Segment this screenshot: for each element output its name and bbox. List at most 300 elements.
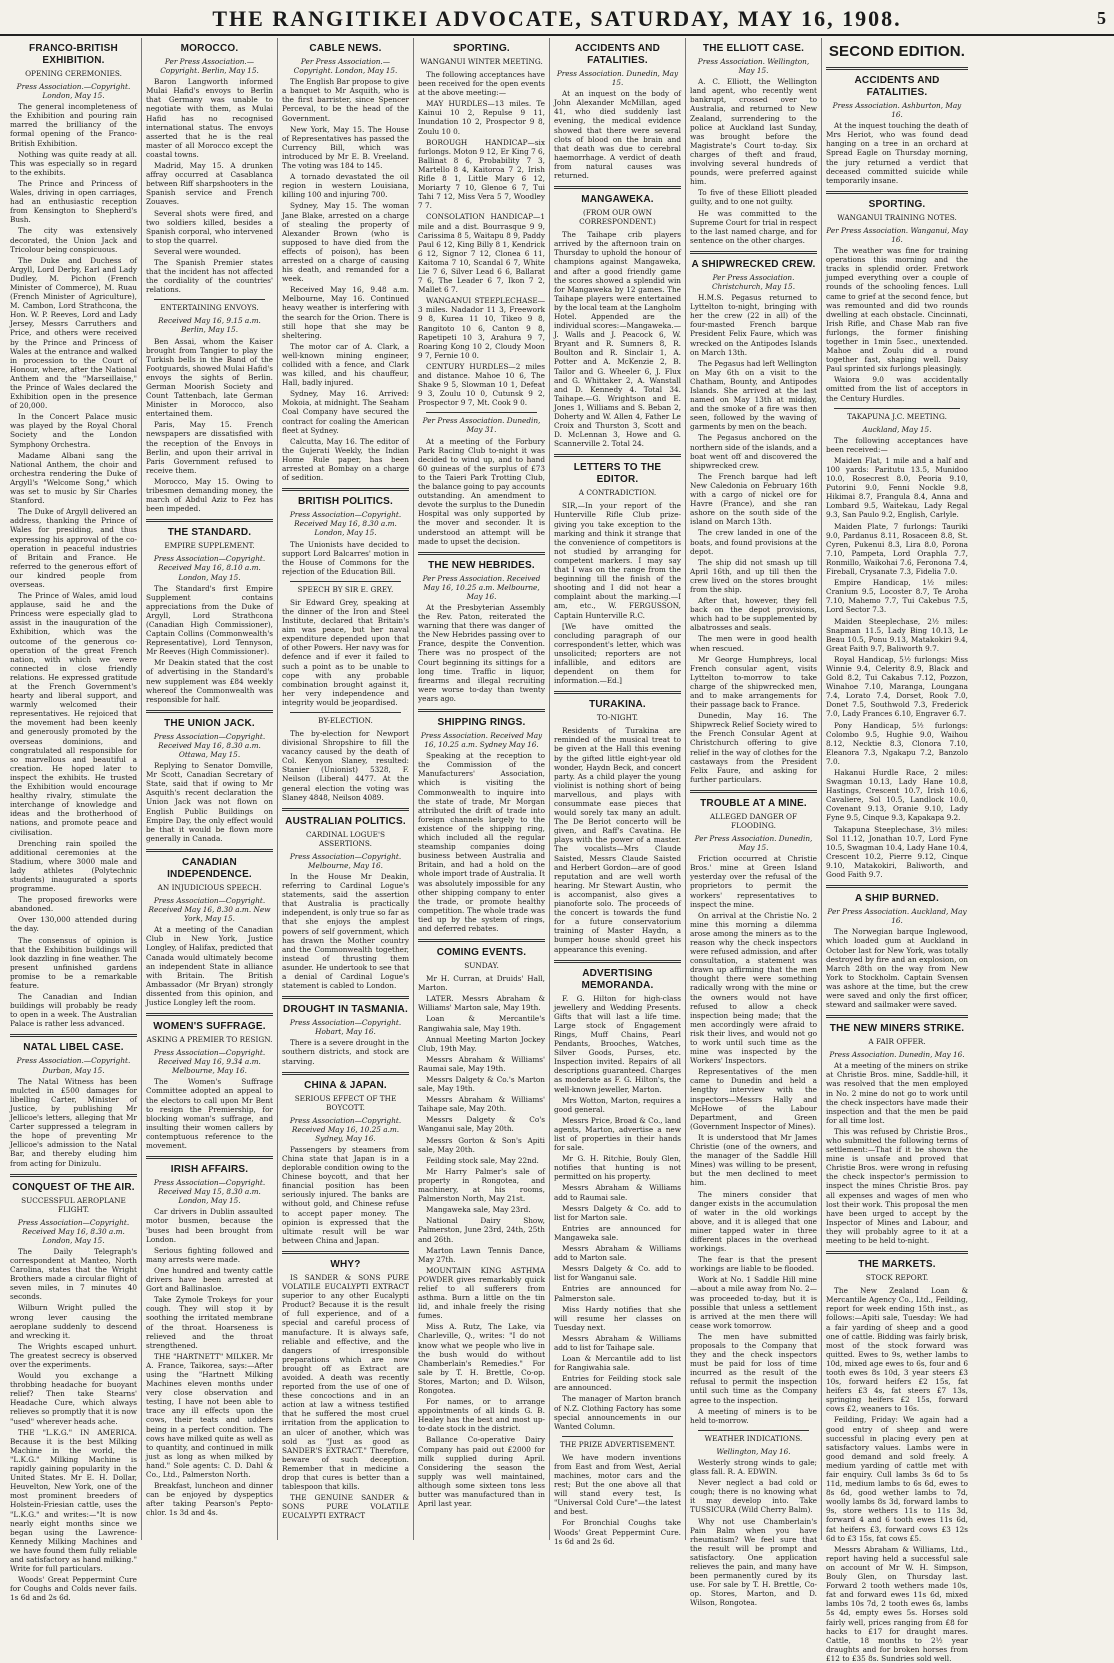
article-paragraph: The English Bar propose to give a banquet to Mr Asquith, who is the first barrister, since Spencer Perceval, to be the head of the Government. bbox=[282, 77, 409, 123]
article bbox=[826, 191, 968, 403]
article-paragraph: The Duke of Argyll delivered an address, thanking the Prince of Wales for presiding, and thus expressing his approval of the co-operation in peaceful industries of Britain and France. He referred to the generous effort of our kindred people from overseas. bbox=[10, 507, 137, 589]
article-subheading: ALLEGED DANGER OF FLOODING. bbox=[709, 811, 798, 830]
article-divider bbox=[146, 710, 273, 713]
article-paragraph: Hakanui Hurdle Race, 2 miles: Swagman 10.13, Lady Hane 10.8, Hastings, Crescent 10.7, Irish 10.6, Cavaliere, Sol 10.5, Landlock 10.0, Covenant 9.13, Oranie 9.10, Lady Fyne 9.5, Cinque 9.3, Kapakapa 9.2. bbox=[826, 768, 968, 823]
article bbox=[826, 67, 968, 185]
article-paragraph: The Wrights escaped unhurt. The greatest secrecy is observed over the experiments. bbox=[10, 1341, 137, 1369]
article-paragraph: Messrs Abraham & Williams add to list for Taihape sale. bbox=[554, 1333, 681, 1352]
article-paragraph: The weather was fine for training operations this morning and the tracks in splendid order. Fretwork jumped everything over a couple of rounds of the schooling fences. Lull came to grief at the second fence, but was remounted and did two rounds dwelling at each obstacle. Cincinnati, Irish Rifle, and Chase Mab ran five furlongs, the former finishing together in 1min 5sec., unextended. Mahoe and Zoulu did a round together fast, shaping well. Daisy Paul sprinted six furlongs pleasingly. bbox=[826, 246, 968, 374]
article-paragraph: The manager of Marton branch of N.Z. Clothing Factory has some special announcements in our Wanted Column. bbox=[554, 1394, 681, 1431]
article bbox=[690, 1430, 817, 1608]
article-paragraph: SIR,—In your report of the Hunterville Rifle Club prize-giving you take exception to the marking and think it strange that the convenience of competitors is not studied by arranging for competent markers. I may say that I was on the range from the beginning till the finish of the shooting and I did not hear a complaint about the marking.—I am, etc., W. FERGUSSON, Captain Hunterville R.C. bbox=[554, 501, 681, 620]
article-paragraph: He was committed to the Supreme Court for trial in respect to the last named charge, and for sentence on the other charges. bbox=[690, 208, 817, 245]
article-paragraph: Entries are announced for Mangaweka sale. bbox=[554, 1223, 681, 1242]
article-subheading: SERIOUS EFFECT OF THE BOYCOTT. bbox=[294, 1093, 397, 1112]
article-paragraph: The proposed fireworks were abandoned. bbox=[10, 895, 137, 914]
article-subheading: EMPIRE SUPPLEMENT. bbox=[164, 541, 255, 551]
article-dateline: Per Press Association.—Copyright. London, May 15. bbox=[293, 57, 398, 76]
article-paragraph: The Taihape crib players arrived by the afternoon train on Thursday to uphold the honour of champions against Mangaweka, and after a good friendly game the scores showed a splendid win for Mangaweka by 12 games. The Taihape players were entertained by the local team at the Langholm Hotel. Appended are the individual scores:—Mangaweka.—J. Walls and J. Peacock 6, W. Bryant and R. Sumners 8, R. Boulton and R. Sinclair 1, A. Potter and A. McKenzie 2, B. Tailor and G. Wheeler 6, J. Flux and G. Whittaker 2, A. Wanstall and D. Kennedy 4. Total 34. Taihape.—G. Wrightson and E. Jones 1, Williams and S. Beban 2, Doherty and W. Allen 4, Father Le Croix and Thurston 3, Scott and D. McLennan 3, Howe and G. Scannerville 2. Total 24. bbox=[554, 230, 681, 449]
article-subheading: THE PRIZE ADVERTISEMENT. bbox=[559, 1439, 676, 1449]
article-paragraph: [We have omitted the concluding paragraph of our correspondent's letter, which was unsolicited; reporters are not infallible, and editors are dependent on them for information.—Ed.] bbox=[554, 621, 681, 686]
article-paragraph: New York, May 15. The House of Representatives has passed the Currency Bill, which was introduced by Mr E. B. Vreeland. The voting was 184 to 145. bbox=[282, 124, 409, 171]
article-paragraph: Breakfast, luncheon and dinner can be enjoyed by dyspeptics after taking Pearson's Pepto-chlor. 1s 3d and 4s. bbox=[146, 1481, 273, 1518]
article-paragraph: The following acceptances have been received:— bbox=[826, 435, 968, 454]
article-paragraph: H.M.S. Pegasus returned to Lyttelton to-night, bringing with her the crew (22 in all) of the four-masted French barque President Felix Faure, which was wrecked on the Antipodes Islands on March 13th. bbox=[690, 293, 817, 357]
article-paragraph: Woods' Great Peppermint Cure for Coughs and Colds never fails. 1s 6d and 2s 6d. bbox=[10, 1575, 137, 1603]
article-paragraph: Loan & Mercantile add to list for Rangiwahia sale. bbox=[554, 1354, 681, 1373]
article-paragraph: The motor car of A. Clark, a well-known mining engineer, collided with a fence, and Clark was killed, and his chauffeur, Hall, badly injured. bbox=[282, 341, 409, 388]
article-headline: IRISH AFFAIRS. bbox=[170, 1164, 249, 1176]
article-divider bbox=[826, 191, 968, 194]
article-paragraph: Ben Assai, whom the Kaiser brought from Tangier to play the Turkish bells in the Band of the Footguards, showed Mulai Hafid's envoys the sights of Berlin. German Moorish Society and Count Tattenbach, late German Minister in Morocco, also entertained them. bbox=[146, 336, 273, 419]
article-paragraph: Mr George Humphreys, local French consular agent, visits Lyttelton to-morrow to take charge of the shipwrecked men, and to make arrangements for their passage back to France. bbox=[690, 654, 817, 710]
article bbox=[554, 691, 681, 953]
article-divider bbox=[690, 251, 817, 254]
article bbox=[554, 1436, 681, 1546]
article-paragraph: On arrival at the Christie No. 2 mine this morning a dilemma arose among the miners as to the reason why the check inspectors were refused admission, and after consultation, a statement was drawn up affirming that the men thought there were something radically wrong with the mine or the owners would not have refused to allow a check inspection being made; that the men accordingly were afraid to risk their lives, and would not go to work until such time as the mine was inspected by the Workers' Inspectors. bbox=[690, 910, 817, 1066]
page-number: 5 bbox=[1097, 8, 1106, 28]
article-paragraph: Sydney, May 16. Arrived: Mokoia, at midnight. The Seaham Coal Company have secured the contract for coaling the American fleet at Sydney. bbox=[282, 389, 409, 435]
article-paragraph: Miss A. Rutz, The Lake, via Charleville, Q., writes: "I do not know what we people who live in the bush would do without Chamberlain's Remedies." For sale by T. H. Brettle, Co-op. Stores, Marton; and D. Wilson, Rongotea. bbox=[418, 1322, 545, 1395]
article-dateline: Press Association—Copyright. Received May 16, 8.30 a.m. London, May 15. bbox=[289, 510, 402, 538]
article-paragraph: The men have submitted proposals to the Company that they and the check inspectors must be paid for loss of time incurred as the result of the refusal to permit the inspection until such time as the Company agree to the inspection. bbox=[690, 1331, 817, 1405]
article-paragraph: Serious fighting followed and many arrests were made. bbox=[146, 1245, 273, 1264]
article-paragraph: The Standard's first Empire Supplement contains appreciations from the Duke of Argyll, Lord Strathcona (Canadian High Commissioner), Captain Collins (Commonwealth's Representative), Lord Tennyson, Mr Reeves (High Commissioner). bbox=[146, 583, 273, 657]
article-paragraph: Messrs Price, Broad & Co., land agents, Marton, advertise a new list of properties in their hands for sale. bbox=[554, 1115, 681, 1153]
section-rule bbox=[154, 299, 265, 300]
article-paragraph: There is a severe drought in the southern districts, and stock are starving. bbox=[282, 1038, 409, 1066]
article-paragraph: Maiden Plate, 7 furlongs: Tauriki 9.0, Pardanus 8.11, Rosaceen 8.8, St. Cyren, Pukenui 8.3, Lira 8.0, Porona 7.10, Pampeta, Lord Oraphla 7.7, Ronmillo, Waikohai 7.6, Feronona 7.4, Fireball, Crysanate 7.3, Fidelia 7.0. bbox=[826, 521, 968, 577]
article-headline: A SHIP BURNED. bbox=[855, 893, 939, 905]
article-dateline: Press Association—Copyright. Received May 15, 8.30 a.m. London, May 15. bbox=[153, 1178, 266, 1206]
article bbox=[826, 1015, 968, 1245]
article-subheading: A FAIR OFFER. bbox=[868, 1037, 926, 1047]
article-paragraph: Speaking at the reception to the Commission of the Manufacturers' Association, which is visiting the Commonwealth to inquire into the state of trade, Mr Morgan attributed the drift of trade into foreign channels largely to the existence of the shipping ring, which included all the regular steamship companies doing business between Australia and Britain, and had a hold on the whole import trade of Australia. It was absolutely impossible for any other shipping company to enter the trade, or promote healthy competition. The whole trade was tied up by the system of rings, and deferred rebates. bbox=[418, 751, 545, 933]
article-divider bbox=[418, 552, 545, 555]
article-paragraph: Pony Handicap, 5½ furlongs: Colombo 9.5, Hughie 9.0, Waihou 8.12, Necktie 8.3, Clonora 7.10, Eleanora 7.3, Ngakapu 7.2, Banzolo 7.0. bbox=[826, 720, 968, 766]
article-dateline: Press Association—Copyright. Received May 16, 9.34 a.m. Melbourne, May 16. bbox=[153, 1048, 266, 1076]
article bbox=[282, 996, 409, 1065]
article-paragraph: Why not use Chamberlain's Pain Balm when you have rheumatism? We feel sure that the result will be prompt and satisfactory. One application relieves the pain, and many have been permanently cured by its use. For sale by T. H. Brettle, Co-op. Stores, Marton, and D. Wilson, Rongotea. bbox=[690, 1516, 817, 1608]
article-dateline: Received May 16, 9.15 a.m. Berlin, May 15. bbox=[158, 316, 261, 335]
article-divider bbox=[418, 709, 545, 712]
article-paragraph: Mr Harry Palmer's sale of property in Rongotea, and machinery, at his rooms, Palmerston North, May 21st. bbox=[418, 1166, 545, 1204]
article-paragraph: We have modern inventions from East and from West, Aerial machines, motor cars and the rest; But the one above all that will stand every test, Is "Universal Cold Cure"—the latest and best. bbox=[554, 1452, 681, 1517]
article bbox=[146, 1013, 273, 1150]
article-subheading: WANGANUI WINTER MEETING. bbox=[420, 57, 543, 66]
article-subheading: SUNDAY. bbox=[464, 961, 499, 971]
article-dateline: Press Association. Dunedin, May 15. bbox=[556, 69, 679, 88]
article-paragraph: Messrs Dalgety & Co. add to list for Marton sale. bbox=[554, 1203, 681, 1222]
article-paragraph: The city was extensively decorated, the Union Jack and Tricolour being conspicuous. bbox=[10, 226, 137, 254]
article bbox=[282, 1251, 409, 1521]
article-divider bbox=[554, 454, 681, 457]
section-rule bbox=[426, 412, 537, 413]
article bbox=[146, 43, 273, 294]
article-paragraph: The miners consider that danger exists in the accumulation of water in the old workings above, and it is alleged that one miner tapped water in three different places in the overhead workings. bbox=[690, 1189, 817, 1254]
article-dateline: Per Press Association.—Copyright. Berlin, May 15. bbox=[160, 57, 259, 76]
article bbox=[282, 1072, 409, 1245]
article-paragraph: Mangaweka sale, May 23rd. bbox=[426, 1205, 531, 1215]
article-dateline: Press Association—Copyright. Received May 16, 8.10 a.m. London, May 15. bbox=[153, 554, 266, 582]
article-paragraph: The Canadian and Indian buildings will probably be ready to open in a week. The Australian Palace is rather less advanced. bbox=[10, 992, 137, 1029]
article-paragraph: The men were in good health when rescued. bbox=[690, 634, 817, 653]
article-paragraph: Sydney, May 15. The woman Jane Blake, arrested on a charge of stealing the property of Alexander Brown (who is supposed to have died from the effects of poison), has been arrested on a charge of causing his death, and remanded for a week. bbox=[282, 201, 409, 284]
article-paragraph: Nothing was quite ready at all. This was especially so in regard to the exhibits. bbox=[10, 149, 137, 177]
article-divider bbox=[146, 519, 273, 522]
article-paragraph: The following acceptances have been received for the open events at the above meeting:— bbox=[418, 70, 545, 98]
article-paragraph: F. G. Hilton for high-class jewellery and Wedding Presents. Gifts that will last a life time. Large stock of Engagement Rings, Muff Chains, Pearl Pendants, Brooches, Watches, Silver Goods, Purses, etc. Inspection invited. Repairs of all descriptions guaranteed. Charges as moderate as F. G. Hilton's, the well-known jeweller, Marton. bbox=[554, 993, 681, 1094]
masthead bbox=[0, 0, 1114, 36]
article bbox=[690, 790, 817, 1425]
article-paragraph: Entries are announced for Palmerston sale. bbox=[554, 1284, 681, 1303]
section-rule bbox=[290, 712, 401, 713]
article-dateline: Per Press Association. Dunedin, May 15. bbox=[694, 833, 813, 853]
article bbox=[826, 885, 968, 1009]
article-paragraph: The Daily Telegraph's correspondent at Manteo, North Carolina, states that the Wright Brothers made a circular flight of seven miles, in 7 minutes 40 seconds. bbox=[10, 1246, 137, 1302]
article-headline: MOROCCO. bbox=[180, 43, 239, 54]
article-paragraph: The crew landed in one of the boats, and found provisions at the depot. bbox=[690, 528, 817, 556]
article-paragraph: LATER. Messrs Abraham & Williams' Marton sale, May 19th. bbox=[418, 994, 545, 1013]
article-paragraph: This was refused by Christie Bros., who submitted the following terms of settlement:—That if it be shown the mine is unsafe and proved that Christie Bros. were wrong in refusing the check inspector's permission to inspect the mines Christie Bros. pay all expenses and wages of men who lost their work. This proposal the men have been urged to accept by the Inspector of Mines and Labour, and they will probably agree to it at a meeting to be held to-night. bbox=[826, 1126, 968, 1246]
article-divider bbox=[826, 67, 968, 70]
article-headline: ACCIDENTS AND FATALITIES. bbox=[854, 75, 940, 98]
article-headline: CONQUEST OF THE AIR. bbox=[12, 1181, 135, 1193]
column-2 bbox=[142, 38, 278, 1540]
article-headline: THE UNION JACK. bbox=[164, 717, 255, 729]
article-subheading: AN INJUDICIOUS SPEECH. bbox=[157, 882, 262, 892]
article-subheading: OPENING CEREMONIES. bbox=[25, 69, 122, 78]
article bbox=[282, 488, 409, 576]
article-paragraph: One hundred and twenty cattle drivers have been arrested at Gort and Ballinasloe. bbox=[146, 1265, 273, 1294]
article-dateline: Press Association.—Copyright. Durban, May 15. bbox=[16, 1056, 131, 1075]
article-dateline: Press Association—Copyright. Received May 16, 8.30 a.m. London, May 15. bbox=[17, 1217, 130, 1245]
article bbox=[826, 408, 968, 880]
article-divider bbox=[146, 849, 273, 852]
article-subheading: WEATHER INDICATIONS. bbox=[704, 1433, 803, 1443]
article-subheading: SUCCESSFUL AEROPLANE FLIGHT. bbox=[21, 1195, 126, 1214]
article-paragraph: Feilding stock sale, May 22nd. bbox=[426, 1155, 539, 1165]
article-headline: CABLE NEWS. bbox=[309, 43, 382, 54]
article-paragraph: Maiden Flat, 1 mile and a half and 100 yards: Paritutu 13.5, Munidoo 10.0, Rosecrest 8.0, Peoria 9.10, Putorini 9.0, Fenni Nockle 9.8, Hikimai 8.7, Frangula 8.4, Anna and Lombard 9.5, Waitekau, Lady Regal 9.3, San Paulo 9.2, English, Carlyle. bbox=[826, 455, 968, 520]
article-paragraph: THE "HARTNETT" MILKER. Mr A. France, Taikorea, says:—After using the "Hartnett Milking Machines eleven months under very close observation and testing, I have not been able to trace any ill effects upon the cows, their teats and udders being in a perfect condition. The cows have milked quite as well as to quantity, and continued in milk just as long as when milked by hand." Sole agents: C. D. Dahl & Co., Ltd., Palmerston North. bbox=[146, 1351, 273, 1479]
section-rule bbox=[290, 581, 401, 582]
article-headline: THE ELLIOTT CASE. bbox=[702, 43, 805, 54]
article bbox=[146, 1156, 273, 1517]
article-subheading: TO-NIGHT. bbox=[596, 713, 639, 723]
article-paragraph: Received May 16, 9.48 a.m. Melbourne, May 16. Continued heavy weather is interfering with the search for the Orion. There is still hope that she may be sheltering. bbox=[282, 285, 409, 340]
article-paragraph: For names, or to arrange appointments of all kinds G. B. Healey has the best and most up-to-date stock in the district. bbox=[418, 1397, 545, 1434]
article bbox=[690, 251, 817, 784]
newspaper-columns bbox=[6, 38, 1108, 1663]
article-paragraph: At a meeting of the miners on strike at Christie Bros. mine, Saddle-hill, it was resolved that the men employed in No. 2 mine do not go to work until the check inspectors have made their inspection and that the men be paid for all time lost. bbox=[826, 1061, 968, 1125]
article-paragraph: For Bronchial Coughs take Woods' Great Peppermint Cure. 1s 6d and 2s 6d. bbox=[554, 1518, 681, 1546]
article-paragraph: THE "L.K.G." IN AMERICA. Because it is the best Milking Machine in the world, the "L.K.G." Milking Machine is rapidly gaining popularity in the United States. Mr E. H. Dollar, Heuvelton, New York, one of the most prominent breeders of Holstein-Friesian cattle, uses the "L.K.G." and writes:—"It is now nearly eight months since we began using the Lawrence-Kennedy Milking Machines and we have found them fully reliable and satisfactory as hand milking." Write for full particulars. bbox=[10, 1427, 137, 1574]
article bbox=[146, 710, 273, 843]
column-4 bbox=[414, 38, 550, 1540]
article-subheading: WANGANUI TRAINING NOTES. bbox=[837, 212, 957, 222]
article-dateline: Per Press Association. Dunedin, May 31. bbox=[422, 416, 541, 435]
article-paragraph: Several were wounded. bbox=[154, 246, 241, 256]
article-paragraph: The Women's Suffrage Committee adopted an appeal to the electors to call upon Mr Bent to resign the Premiership, for blocking woman's suffrage, and insulting their women callers by contemptuous reference to the movement. bbox=[146, 1077, 273, 1150]
article-subheading: ENTERTAINING ENVOYS. bbox=[160, 303, 259, 313]
article bbox=[146, 849, 273, 1007]
article-headline: ADVERTISING MEMORANDA. bbox=[581, 967, 654, 991]
article-dateline: Per Press Association. Auckland, May 16. bbox=[827, 907, 967, 926]
section-rule bbox=[562, 1436, 673, 1437]
article-paragraph: Mr G. H. Ritchie, Bouly Glen, notifies that hunting is not permitted on his property. bbox=[554, 1154, 681, 1182]
article-paragraph: Maiden Steeplechase, 2½ miles: Snapman 11.5, Lady Bing 10.13, Le Beau 10.5, Ponu 9.13, Matakokiri 9.4, Great Faith 9.7, Baliworth 9.7. bbox=[826, 616, 968, 653]
article-paragraph: Over 130,000 attended during the day. bbox=[10, 915, 137, 934]
article-paragraph: Royal Handicap, 5½ furlongs: Miss Winnie 9.4, Celerity 8.9, Black and Gold 8.2, Tui Cakabus 7.12, Pozzon, Winahoe 7.10, Maranga, Loungana 7.4, Lorato 7.4, Dorset, Rook 7.0, Donet 7.5, Southwold 7.3, Frederick 7.0, Lady Frances 6.10, Engraver 6.7. bbox=[826, 654, 968, 719]
article-paragraph: A tornado devastated the oil region in western Louisiana, killing 100 and injuring 700. bbox=[282, 172, 409, 200]
article-paragraph: Annual Meeting Marton Jockey Club, 19th May. bbox=[418, 1034, 545, 1053]
article-paragraph: Empire Handicap, 1½ miles: Cranium 9.5, Locoster 8.7, Te Aroha 7.10, Mahemo 7.7, Tui Cakebus 7.5, Lord Sector 7.3. bbox=[826, 578, 968, 615]
article-paragraph: Passengers by steamers from China state that Japan is in a deplorable condition owing to the Chinese boycott, and that her financial position has been seriously injured. The banks are without gold, and Chinese refuse to accept paper money. The opinion is expressed that the ultimate result will be war between China and Japan. bbox=[282, 1144, 409, 1245]
article-headline: SPORTING. bbox=[453, 43, 510, 54]
article bbox=[282, 43, 409, 482]
article-subheading: SPEECH BY SIR E. GREY. bbox=[297, 584, 394, 594]
article-paragraph: IS SANDER & SONS PURE VOLATILE EUCALYPTI EXTRACT superior to any other Eucalypti Product? Because it is the result of full experience, and of a special and careful process of manufacture. It is always safe, reliable and effective, and the dangers of irresponsible preparations which are now brought off as Extract are avoided. A death was recently reported from the use of one of these concoctions and in an action at law a witness testified that he suffered the most cruel irritation from the application to an ulcer of another, which was sold as "Just as good as SANDER'S EXTRACT." Therefore, beware of such deception. Remember that in medicine a drop that cures is better than a tablespoon that kills. bbox=[282, 1272, 409, 1492]
article-paragraph: The Pegasus had left Wellington on May 6th on a visit to the Chatham, Bounty, and Antipodes Islands. She arrived at the last named on May 13th at midday, and the smoke of a fire was then seen, followed by the waving of garments by men on the beach. bbox=[690, 358, 817, 432]
article-paragraph: Mrs Wotton, Marton, requires a good general. bbox=[554, 1095, 681, 1114]
article-paragraph: Drenching rain spoiled the additional ceremonies at the Stadium, where 3000 male and lady athletes (Polytechnic students) inaugurated a sports programme. bbox=[10, 838, 137, 894]
article-headline: AUSTRALIAN POLITICS. bbox=[285, 815, 406, 827]
article-paragraph: Residents of Turakina are reminded of the musical treat to be given at the Hall this evening by the gifted little eight-year old wonder, Haydn Beck, and concert party. As a child player the young violinist is nothing short of being marvellous, and plays with consummate ease pieces that would sorely tax many an adult. The De Beriot concerto will be given, and Raff's Cavatina. He plays with the power of a master. The vocalists—Mrs Claude Saisted, Messrs Claude Saisted and Herbert Gordon—are of good reputation and are well worth hearing. Mr Stewart Austin, who is accompanist, also gives a pianoforte solo. The proceeds of the concert is towards the fund for a future conservatorium training of Master Haydn, a bumper house should greet his appearance this evening. bbox=[554, 726, 681, 954]
article-paragraph: Calcutta, May 16. The editor of the Gujerati Weekly, the Indian Home Rule paper, has been arrested at Bombay on a charge of sedition. bbox=[282, 436, 409, 483]
article-paragraph: The Duke and Duchess of Argyll, Lord Derby, Earl and Lady Dudley, M. Pichon (French Minister of Commerce), M. Ruau (French Minister of Agriculture), M. Cambon, Lord Strathcona, the Hon. W. P. Reeves, Lord and Lady Jersey, Messrs Carruthers and Price, and others were received by the Prince and Princess of Wales at the entrance and walked in procession to the Court of Honour, where, after the National Anthem and the "Marseillaise," the Prince of Wales declared the Exhibition open in the presence of 20,000. bbox=[10, 255, 137, 411]
article-headline: FRANCO-BRITISH EXHIBITION. bbox=[29, 43, 118, 66]
article-dateline: Press Association—Copyright. Hobart, May 16. bbox=[289, 1018, 402, 1037]
article-paragraph: Takapuna Steeplechase, 3½ miles: Sol 11.12, Jonathan 10.7, Lord Fyne 10.5, Swagman 10.4, Lady Hane 10.4, Crescent 10.2, Pierre 9.12, Cinque 9.10, Matakokiri, Baliworth, and Good Faith 9.7. bbox=[826, 824, 968, 880]
article bbox=[554, 186, 681, 448]
article-paragraph: It is understood that Mr James Christie (one of the owners, and the manager of the Saddle Hill Mines) was willing to be present, but the men declined to meet him. bbox=[690, 1132, 817, 1188]
article-dateline: Wellington, May 16. bbox=[716, 1446, 791, 1456]
article-headline: DROUGHT IN TASMANIA. bbox=[283, 1004, 408, 1016]
article-headline: NATAL LIBEL CASE. bbox=[23, 1042, 124, 1054]
article-divider bbox=[826, 1251, 968, 1254]
article-paragraph: The general incompleteness of the Exhibition and pouring rain marred the brilliancy of the formal opening of the Franco-British Exhibition. bbox=[10, 102, 137, 148]
article-paragraph: The ship did not smash up till April 16th, and up till then the crew lived on the stores brought from the ship. bbox=[690, 557, 817, 594]
article-paragraph: The Natal Witness has been mulcted in £500 damages for libelling Carter, Minister of Justice, by publishing Mr Jellicoe's letters, alleging that Mr Carter suppressed a telegram in the hope of preventing Mr Jellicoe's admission to the Natal Bar, and thereby eluding him from acting for Dinizulu. bbox=[10, 1076, 137, 1168]
article bbox=[826, 43, 968, 61]
article-subheading: STOCK REPORT. bbox=[865, 1273, 929, 1283]
article-paragraph: Several shots were fired, and two soldiers killed, besides a Spanish corporal, who intervened to stop the quarrel. bbox=[146, 208, 273, 245]
article-headline: MANGAWEKA. bbox=[581, 194, 654, 206]
article-paragraph: Replying to Senator Domville, Mr Scott, Canadian Secretary of State, said that if owing to Mr Asquith's recent declaration the Union Jack was not flown on English Public Buildings on Empire Day, the only effect would be that it would be flown more generally in Canada. bbox=[146, 761, 273, 843]
article-paragraph: Westerly strong winds to gale; glass fall. R. A. EDWIN. bbox=[690, 1457, 817, 1477]
article-paragraph: In the Concert Palace music was played by the Royal Choral Society and the London Symphony Orchestra. bbox=[10, 412, 137, 449]
article-headline: TROUBLE AT A MINE. bbox=[700, 797, 807, 809]
article-paragraph: Would you exchange a throbbing headache for buoyant relief? Then take Stearns' Headache Cure, which always relieves so promptly that it is now "used" wherever heads ache. bbox=[10, 1371, 137, 1426]
article-paragraph: At an inquest on the body of John Alexander McMillan, aged 41, who died suddenly last evening, the medical evidence showed that there were several clots of blood on the brain and that death was due to cerebral haemorrhage. A verdict of death from natural causes was returned. bbox=[554, 89, 681, 181]
article-paragraph: MAY HURDLES—13 miles. Te Kainui 10 2, Repulse 9 11, Inundation 10 2, Prospector 9 8, Zoulu 10 0. bbox=[418, 99, 545, 136]
article-paragraph: Messrs Abraham & Williams' Taihape sale, May 20th. bbox=[418, 1095, 545, 1114]
article-paragraph: MOUNTAIN KING ASTHMA POWDER gives remarkably quick relief to all sufferers from asthma. Burn a little on the tin lid, and inhale freely the rising fumes. bbox=[418, 1265, 545, 1321]
article-paragraph: Mr H. Curran, at Druids' Hall, Marton. bbox=[418, 974, 545, 993]
article-paragraph: Messrs Dalgety & Co.'s Marton sale, May 19th. bbox=[418, 1075, 545, 1094]
article-paragraph: At a meeting of the Canadian Club in New York, Justice Longley, of Halifax, predicted that Canada would ultimately become an independent State in alliance with Britain. The British Ambassador (Mr Bryan) strongly dissented from this opinion, and Justice Longley left the room. bbox=[146, 925, 273, 1007]
article bbox=[146, 299, 273, 513]
article bbox=[282, 712, 409, 802]
article-divider bbox=[826, 1015, 968, 1018]
article-headline: A SHIPWRECKED CREW. bbox=[691, 258, 816, 270]
article-paragraph: BOROUGH HANDICAP—six furlongs. Moton 9 12, Er King 7 6, Ballinat 8 6, Probability 7 3, Martello 8 4, Kaitoroa 7 2, Irish Rifle 8 1, Little Mary 6 12, Moriarty 7 10, Glenoe 6 7, Tui Tahi 7 12, Miss Vera 5 7, Woodley 7 7. bbox=[418, 137, 545, 211]
article-paragraph: At the Presbyterian Assembly the Rev. Paton, reiterated the warning that there was danger of the New Hebrides passing over to France, despite the Convention. There was no prospect of the Court beginning its sittings for a long time. Traffic in liquor, firearms and illegal recruiting were worse to-day than twenty years ago. bbox=[418, 602, 545, 703]
section-rule bbox=[834, 408, 960, 409]
article-divider bbox=[282, 488, 409, 491]
article-paragraph: Morocco, May 15. Owing to tribesmen demanding money, the march of Abdul Aziz to Fez has been impeded. bbox=[146, 476, 273, 514]
article bbox=[418, 43, 545, 407]
article-headline: SPORTING. bbox=[868, 198, 926, 210]
article-divider bbox=[554, 186, 681, 189]
article-headline: ACCIDENTS AND FATALITIES. bbox=[574, 43, 660, 66]
article-headline: THE NEW HEBRIDES. bbox=[428, 559, 535, 571]
article-paragraph: Messrs Gorton & Son's Apiti sale, May 20th. bbox=[418, 1135, 545, 1154]
article-paragraph: The Spanish Premier states that the incident has not affected the cordiality of the countries' relations. bbox=[146, 257, 273, 295]
article-paragraph: The New Zealand Loan & Mercantile Agency Co., Ltd., Feilding, report for week ending 15th inst., as follows:—Apiti sale, Tuesday: We had a fair yarding of sheep and a good one of cattle. Bidding was fairly brisk, most of the stock forward was quitted. Ewes to 9s, wether lambs to 10d, mixed age ewes to 6s, four and 6 tooth ewes 8s 10d, 3 year steers £3 10s, forward heifers £2 15s, fat heifers £3 4s, fat steers £7 13s, springing heifers £2 15s, forward cows £2, weaners to 16s. bbox=[826, 1286, 968, 1414]
article-paragraph: Wilburn Wright pulled the wrong lever causing the aeroplane suddenly to descend and wrecking it. bbox=[10, 1303, 137, 1340]
column-6 bbox=[686, 38, 822, 1608]
article-dateline: Per Press Association. Received May 16, 10.25 a.m. Melbourne, May 16. bbox=[422, 573, 541, 601]
article-paragraph: Take Zymole Trokeys for your cough. They will stop it by soothing the irritated membrane of the throat. Hoarseness is relieved and the throat strengthened. bbox=[146, 1295, 273, 1350]
article-headline: BRITISH POLITICS. bbox=[297, 496, 394, 508]
article-paragraph: Sir Edward Grey, speaking at the dinner of the Iron and Steel Institute, declared that Britain's aim was peace, but her naval expenditure depended upon that of other Powers. Her navy was for defence and if ever it failed to such a point as to be unable to cope with any probable combination brought against it, her very independence and integrity would be jeopardised. bbox=[282, 597, 409, 707]
article bbox=[418, 412, 545, 545]
article-paragraph: The Prince and Princess of Wales, driving in open carriages, had an enthusiastic reception from Kensington to Shepherd's Bush. bbox=[10, 178, 137, 225]
article-divider bbox=[10, 1034, 137, 1037]
article-paragraph: The by-election for Newport divisional Shropshire to fill the vacancy caused by the death of Col. Kenyon Slaney, resulted: Stanier (Unionist) 5328, F. Neilson (Liberal) 4477. At the general election the voting was Slaney 4848, Neilson 4089. bbox=[282, 729, 409, 802]
article-dateline: Press Association. Dunedin, May 16. bbox=[829, 1050, 965, 1060]
article-headline: TURAKINA. bbox=[589, 699, 646, 711]
article-paragraph: At the inquest touching the death of Mrs Heriot, who was found dead hanging on a tree in an orchard at Spread Eagle on Thursday morning, the jury returned a verdict that deceased committed suicide while temporarily insane. bbox=[826, 121, 968, 185]
article-divider bbox=[282, 808, 409, 811]
article bbox=[826, 1251, 968, 1663]
article-paragraph: The Pegasus anchored on the northern side of the islands, and a boat went off and discovered the shipwrecked crew. bbox=[690, 433, 818, 470]
article-paragraph: Messrs Abraham & Williams add to Raumai sale. bbox=[554, 1183, 681, 1202]
article-headline: THE MARKETS. bbox=[858, 1259, 936, 1271]
article-paragraph: The Prince of Wales, amid loud applause, said he and the Princess were especially glad to assist in the inauguration of the Exhibition, which was the outcome of the generous co-operation of the great French nation, with which we were connected in close friendly relations. He expressed gratitude at the French Government's hearty and liberal support, and warmly welcomed their representatives. He rejoiced that the movement had been keenly and generously promoted by the overseas dominions, and congratulated all responsible for so marvellous and beautiful a creation. He hoped later to inspect the exhibits. He trusted the Exhibition would encourage healthy rivalry, stimulate the interchange of knowledge and ideas and the brotherhood of nations, and promote peace and civilisation. bbox=[10, 591, 137, 837]
article-divider bbox=[826, 885, 968, 888]
article-paragraph: The consensus of opinion is that the Exhibition buildings will look dazzling in fine weather. The present unfinished gardens promise to be a remarkable feature. bbox=[10, 935, 137, 990]
article-paragraph: The Norwegian barque Inglewood, which loaded gum at Auckland in October last for New York, was totally destroyed by fire and an explosion, on March 28th on the way from New York to Stockholm. Captain Svensen was ashore at the time, but the crew were saved and only the first officer, steward and sailmaker were saved. bbox=[826, 927, 968, 1010]
article-dateline: Auckland, May 15. bbox=[862, 424, 932, 434]
article-paragraph: Work at No. 1 Saddle Hill mine—about a mile away from No. 2—was proceeded to-day, but it is possible that unless a settlement is arrived at the men there will cease work tomorrow. bbox=[690, 1275, 817, 1330]
article-paragraph: Marton Lawn Tennis Dance, May 27th. bbox=[418, 1245, 545, 1264]
article bbox=[554, 454, 681, 685]
article-dateline: Press Association—Copyright. Received May 16, 10.25 a.m. Sydney, May 16. bbox=[289, 1115, 402, 1143]
article bbox=[418, 709, 545, 933]
article-paragraph: Dunedin, May 16. The Shipwreck Relief Society wired to the French Consular Agent at Christchurch offering to give relief in the way of clothes for the castaways from the President Felix Faure, and asking for further particulars. bbox=[690, 711, 817, 784]
article-paragraph: To five of these Elliott pleaded guilty, and to one not guilty. bbox=[690, 188, 817, 207]
article-paragraph: Madame Albani sang the National Anthem, the choir and orchestra rendering the Duke of Argyll's "Welcome Song," which was set to music by Sir Charles Stanford. bbox=[10, 450, 137, 506]
article-dateline: Press Association. Ashburton, May 16. bbox=[832, 101, 962, 120]
article-paragraph: After that, however, they fell back on the depot provisions, which had to be supplemented by albatrosses and seals. bbox=[690, 596, 817, 633]
article-paragraph: The Unionists have decided to support Lord Balcarres' motion in the House of Commons for the rejection of the Education Bill. bbox=[282, 539, 409, 576]
section-rule bbox=[698, 1430, 809, 1431]
column-5 bbox=[550, 38, 686, 1546]
article bbox=[10, 1034, 137, 1167]
article-subheading: CARDINAL LOGUE'S ASSERTIONS. bbox=[305, 829, 386, 848]
article-headline: THE STANDARD. bbox=[167, 527, 252, 539]
article-subheading: TAKAPUNA J.C. MEETING. bbox=[847, 411, 947, 421]
article-headline: LETTERS TO THE EDITOR. bbox=[573, 462, 662, 486]
article-subheading: ASKING A PREMIER TO RESIGN. bbox=[146, 1035, 273, 1045]
article-paragraph: National Dairy Show, Palmerston, June 23rd, 24th, 25th and 26th. bbox=[418, 1216, 545, 1244]
article-divider bbox=[554, 960, 681, 963]
article bbox=[554, 43, 681, 180]
article-paragraph: Representatives of the men came to Dunedin and held a lengthy interview with the inspectors—Messrs Hally and McHowe of the Labour Department, and Green (Government Inspector of Mines). bbox=[690, 1067, 817, 1131]
article bbox=[146, 519, 273, 704]
article-headline: SHIPPING RINGS. bbox=[437, 717, 526, 728]
article-paragraph: Ballance Co-operative Dairy Company has paid out £2000 for milk supplied during April. Considering the season the supply was well maintained, although some sixteen tons less butter was manufactured than in April last year. bbox=[418, 1435, 545, 1509]
article-subheading: A CONTRADICTION. bbox=[578, 488, 657, 498]
column-7 bbox=[822, 38, 972, 1663]
article-paragraph: Messrs Abraham & Williams' Raumai sale, May 19th. bbox=[418, 1054, 545, 1073]
article bbox=[554, 960, 681, 1431]
article-dateline: Press Association—Copyright. Received May 16, 8.30 a.m. New York, May 15. bbox=[148, 895, 271, 924]
column-1 bbox=[6, 38, 142, 1603]
article bbox=[10, 43, 137, 1028]
article-paragraph: WANGANUI STEEPLECHASE—3 miles. Nadador 11 3, Freework 9 8, Kurea 11 10, Tikeo 9 8, Rangitoto 10 6, Canton 9 8, Rapetipeti 10 3, Arahura 9 7, Roaring Kong 10 2, Cloudy Moon 9 7, Fernie 10 0. bbox=[418, 296, 545, 360]
article-divider bbox=[418, 939, 545, 942]
article-paragraph: Messrs Abraham & Williams, Ltd., report having held a successful sale on account of Mr W. H. Simpson, Bouly Glen, on Thursday last. Forward 2 tooth wethers made 10s, fat and forward ewes 11s 6d, mixed lambs 10s 7d, 2 tooth ewes 6s, lambs 5s 4d, empty ewes 5s. Horses sold fairly well, prices ranging from £8 for hacks to £17 for draught mares. Cattle, 18 months to 2½ year draughts and for broken horses from £12 to £35 8s. Sundries sold well. bbox=[826, 1544, 968, 1663]
article-paragraph: Feilding, Friday: We again had a good entry of sheep and were successful in placing every pen at satisfactory values. Lambs were in good demand and sold freely. A medium yarding of cattle met with fair enquiry. Cull lambs 3s 6d to 5s 11d, medium lambs to 6s 6d, ewes to 8s 6d, good wether lambs to 7d, woolly lambs 8s 3d, forward lambs to 9s, store wethers 11s to 11s 3d, forward 4 and 6 tooth ewes 11s 6d, fat heifers £3, forward cows £3 12s 6d to £3 15s, fat cows £5. bbox=[826, 1415, 968, 1543]
article bbox=[10, 1174, 137, 1603]
article-paragraph: Messrs Dalgety & Co. add to list for Wanganui sale. bbox=[554, 1264, 681, 1283]
article bbox=[282, 581, 409, 707]
article-divider bbox=[10, 1174, 137, 1177]
article-divider bbox=[282, 996, 409, 999]
article-headline: THE NEW MINERS STRIKE. bbox=[829, 1023, 965, 1035]
article-dateline: Press Association. Wellington, May 15. bbox=[697, 57, 810, 76]
article-dateline: Press Association. Received May 16, 10.25 a.m. Sydney May 16. bbox=[420, 731, 543, 750]
article-divider bbox=[282, 1251, 409, 1254]
article-headline: WOMEN'S SUFFRAGE. bbox=[153, 1021, 266, 1033]
article-paragraph: Mr Deakin stated that the cost of advertising in the Standard's new supplement was £84 weekly whereof the Commonwealth was responsible for half. bbox=[146, 658, 273, 704]
article-headline: SECOND EDITION. bbox=[828, 43, 966, 60]
article-paragraph: CONSOLATION HANDICAP—1 mile and a dist. Bourrasque 9 9, Carissima 8 5, Waitapu 8 9, Paddy Paul 6 12, King Billy 8 1, Kendrick 6 12, Signor 7 12, Clonea 6 11, Kaitoma 7 10, Scandal 6 7, White Lie 7 6, Silver Lead 6 6, Ballarat 7 6, The Leader 6 7, Ikon 7 2, Mallet 6 7. bbox=[418, 212, 545, 295]
article-paragraph: Entries for Feilding stock sale are announced. bbox=[554, 1374, 681, 1393]
article-dateline: Press Association—Copyright. Received May 16, 8.30 a.m. Ottawa, May 15. bbox=[153, 731, 266, 759]
article-dateline: Per Press Association. Wanganui, May 16. bbox=[826, 225, 968, 244]
article-divider bbox=[554, 691, 681, 694]
article-subheading: (FROM OUR OWN CORRESPONDENT.) bbox=[579, 208, 656, 227]
article-paragraph: Loan & Mercantile's Rangiwahia sale, May 19th. bbox=[418, 1014, 545, 1033]
article-divider bbox=[690, 790, 817, 793]
article-headline: COMING EVENTS. bbox=[436, 947, 527, 959]
article-paragraph: The fear is that the present workings are liable to be flooded. bbox=[690, 1255, 817, 1274]
article-paragraph: In the House Mr Deakin, referring to Cardinal Logue's statements, said the assertion that Australia is practically independent, is only true so far as that she enjoys the amplest powers of self government, which has drawn the Mother country and the Commonwealth together, instead of thrusting them asunder. He undertook to see that a denial of Cardinal Logue's statement is cabled to London. bbox=[282, 871, 409, 991]
article-divider bbox=[146, 1013, 273, 1016]
newspaper-title: THE RANGITIKEI ADVOCATE, SATURDAY, MAY 16, 1908. bbox=[212, 6, 902, 31]
article-paragraph: A meeting of miners is to be held to-morrow. bbox=[690, 1406, 817, 1425]
article-divider bbox=[146, 1156, 273, 1159]
article-paragraph: Waiora 9.0 was accidentally omitted from the list of acceptors in the Century Hurdles. bbox=[826, 375, 968, 403]
article-paragraph: The French barque had left New Caledonia on February 16th with a cargo of nickel ore for Havre (France), and she ran ashore on the south side of the island on March 13th. bbox=[690, 471, 817, 527]
article bbox=[418, 552, 545, 703]
article-dateline: Per Press Association. Christchurch, May 15. bbox=[711, 272, 796, 291]
article-paragraph: Madrid, May 15. A drunken affray occurred at Casablanca between Riff sharpshooters in the Spanish service and French Zouaves. bbox=[146, 161, 273, 207]
article-dateline: Press Association.—Copyright. London, May 15. bbox=[16, 82, 131, 101]
article-paragraph: Baron Langworth informed Mulai Hafid's envoys to Berlin that Germany was unable to negotiate with them, as Mulai Hafid has no recognised international status. The envoys asserted that he is the real master of all Morocco except the coastal towns. bbox=[146, 77, 273, 159]
article bbox=[690, 43, 817, 245]
article-headline: CHINA & JAPAN. bbox=[304, 1079, 387, 1091]
article-paragraph: Miss Hardy notifies that she will resume her classes on Tuesday next. bbox=[554, 1304, 681, 1332]
article-paragraph: THE GENUINE SANDER & SONS PURE VOLATILE EUCALYPTI EXTRACT bbox=[282, 1493, 409, 1521]
article bbox=[282, 808, 409, 990]
article-divider bbox=[282, 1072, 409, 1075]
